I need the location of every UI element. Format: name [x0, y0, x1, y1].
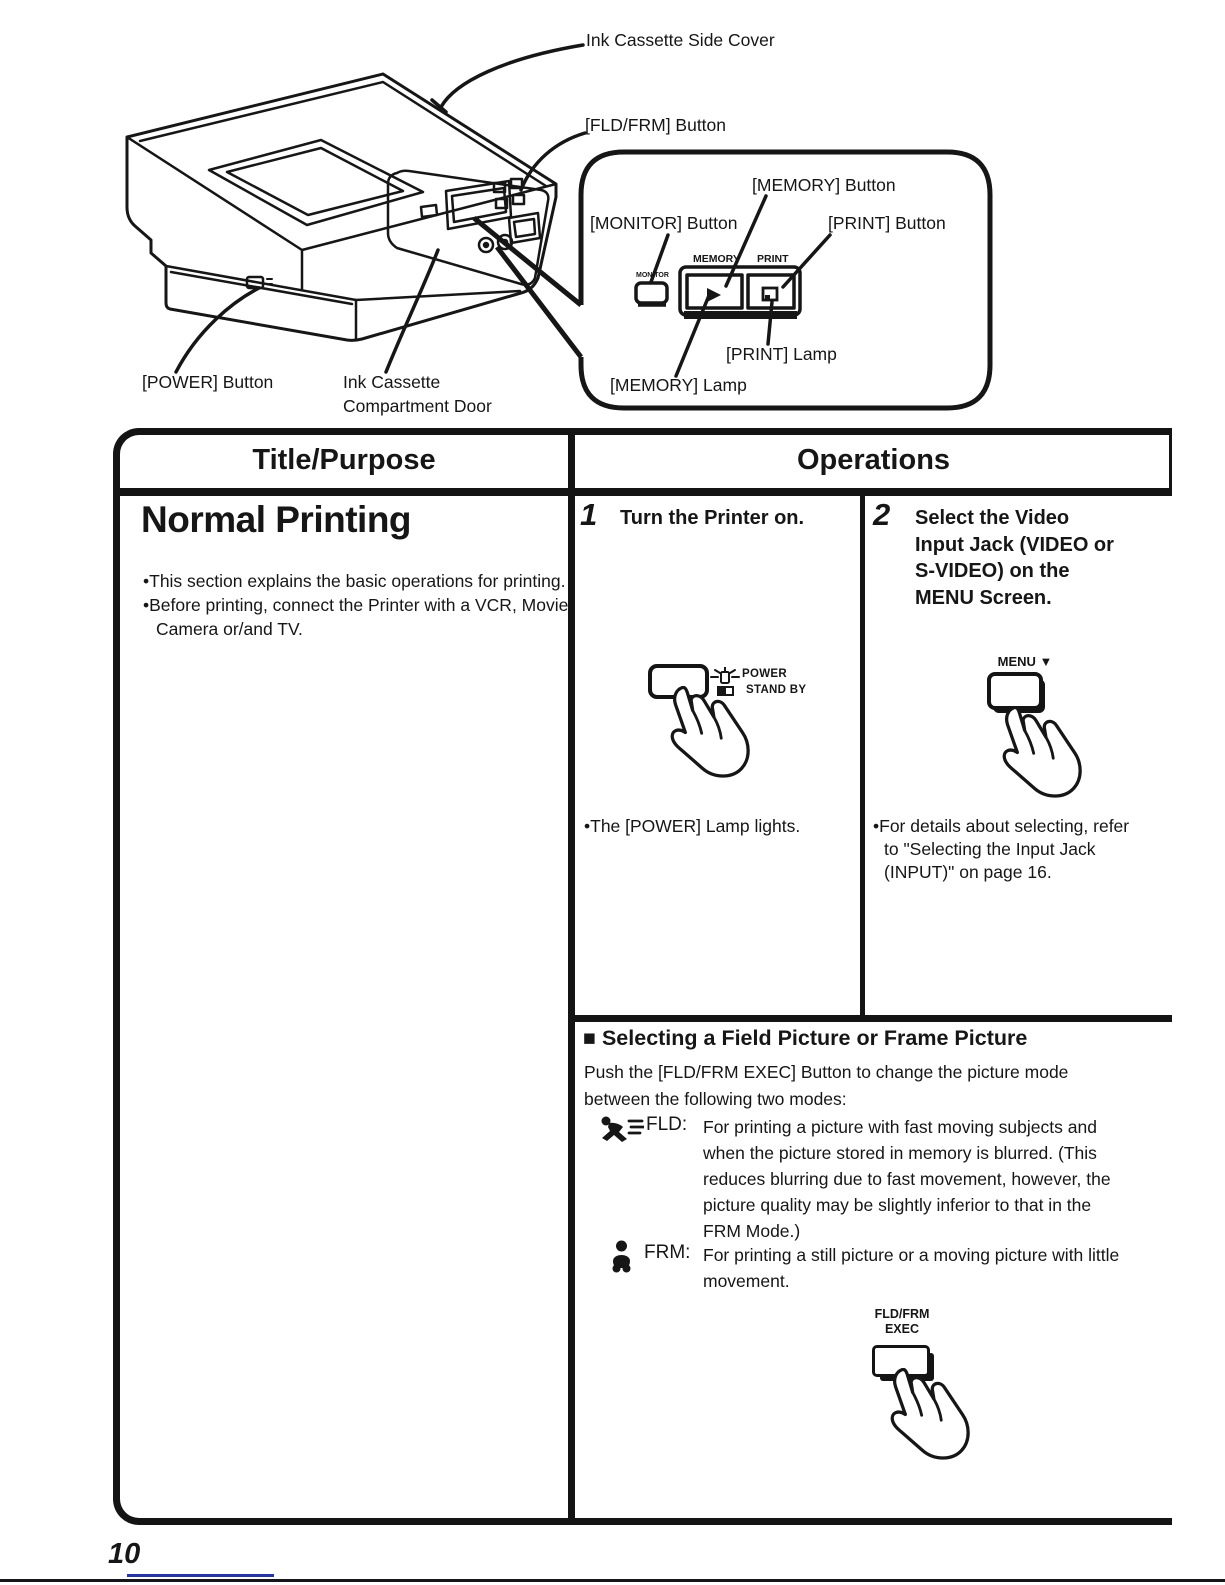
step1-heading: Turn the Printer on. — [620, 507, 805, 529]
exec-button-label-line2: EXEC — [884, 1322, 920, 1336]
panel-small-button — [421, 205, 437, 217]
runner-icon — [598, 1114, 644, 1144]
step2-note: •For details about selecting, refer to "Selecting the Input Jack (INPUT)" on page 16. — [873, 816, 1130, 882]
menu-button-label: MENU ▼ — [997, 654, 1053, 669]
callout-door-line2: Compartment Door — [343, 396, 492, 416]
print-button-pointer — [783, 235, 830, 287]
pressing-hand-icon — [663, 686, 755, 792]
header-separator — [120, 488, 1172, 496]
memory-button-pointer — [726, 196, 766, 286]
frm-mode-description: For printing a still picture or a moving picture with little movement. — [703, 1245, 1120, 1291]
memory-key — [687, 275, 742, 308]
section-description — [143, 569, 579, 641]
callout-memory-button: [MEMORY] Button — [752, 175, 896, 195]
exec-button-label-line1: FLD/FRM — [874, 1307, 930, 1321]
field-frame-intro: Push the [FLD/FRM EXEC] Button to change the picture mode between the following two modes: — [584, 1062, 1069, 1109]
power-lamp-icon — [710, 667, 740, 685]
fld-mode-description: For printing a picture with fast moving subjects and when the picture stored in memory is blurred. (This reduces blurring due to fast movement, however, the picture quality may be slightly inferior to that in the FRM Mode.) — [703, 1117, 1111, 1241]
bullet-item: •Before printing, connect the Printer with a VCR, Movie Camera or/and TV. — [143, 595, 569, 639]
field-frame-heading: ■ Selecting a Field Picture or Frame Picture — [583, 1026, 1028, 1050]
standby-label: STAND BY — [746, 684, 807, 696]
bottom-rule — [0, 1579, 1225, 1582]
page-number: 10 — [108, 1538, 141, 1570]
step2-heading: Select the Video Input Jack (VIDEO or S-VIDEO) on the MENU Screen. — [915, 507, 1114, 609]
inset-box — [474, 152, 990, 408]
callout-monitor-button: [MONITOR] Button — [590, 213, 738, 233]
header-title-purpose: Title/Purpose — [252, 444, 436, 476]
printer-illustration — [127, 74, 556, 340]
frm-mode-label: FRM: — [644, 1242, 691, 1263]
fld-mode-label: FLD: — [646, 1114, 688, 1135]
power-line — [176, 288, 259, 372]
callout-print-lamp: [PRINT] Lamp — [726, 344, 837, 364]
monitor-key — [636, 283, 667, 303]
step1-note: •The [POWER] Lamp lights. — [584, 816, 801, 836]
pressing-hand-icon — [995, 706, 1087, 812]
panel-memory-label: MEMORY — [693, 253, 740, 265]
pressing-hand-icon — [883, 1368, 975, 1474]
operations-table — [113, 428, 1172, 1525]
bullet-item: •This section explains the basic operations for printing. — [143, 571, 566, 591]
step2-number: 2 — [873, 497, 891, 532]
ink-cassette-cover-line — [441, 45, 583, 107]
callout-door-line1: Ink Cassette — [343, 372, 441, 392]
header-operations: Operations — [796, 444, 951, 476]
printer-diagram — [0, 0, 1225, 425]
callout-fld-frm-button: [FLD/FRM] Button — [585, 115, 727, 135]
panel-print-label: PRINT — [757, 253, 789, 265]
print-lamp-icon — [763, 288, 777, 300]
step1-number: 1 — [580, 497, 598, 532]
section-title: Normal Printing — [141, 499, 412, 540]
page-number-underline — [127, 1574, 274, 1577]
door-line — [386, 250, 438, 372]
step-divider — [860, 496, 865, 1015]
callout-print-button: [PRINT] Button — [828, 213, 946, 233]
person-icon — [608, 1240, 635, 1273]
panel-monitor-label: MONITOR — [636, 272, 669, 279]
callout-power-button: [POWER] Button — [142, 372, 274, 392]
menu-button-illustration — [987, 672, 1043, 710]
callout-ink-cassette-side-cover: Ink Cassette Side Cover — [586, 30, 775, 50]
section-divider — [575, 1015, 1172, 1022]
power-lamp-label: POWER — [742, 668, 787, 680]
callout-memory-lamp: [MEMORY] Lamp — [610, 375, 747, 395]
